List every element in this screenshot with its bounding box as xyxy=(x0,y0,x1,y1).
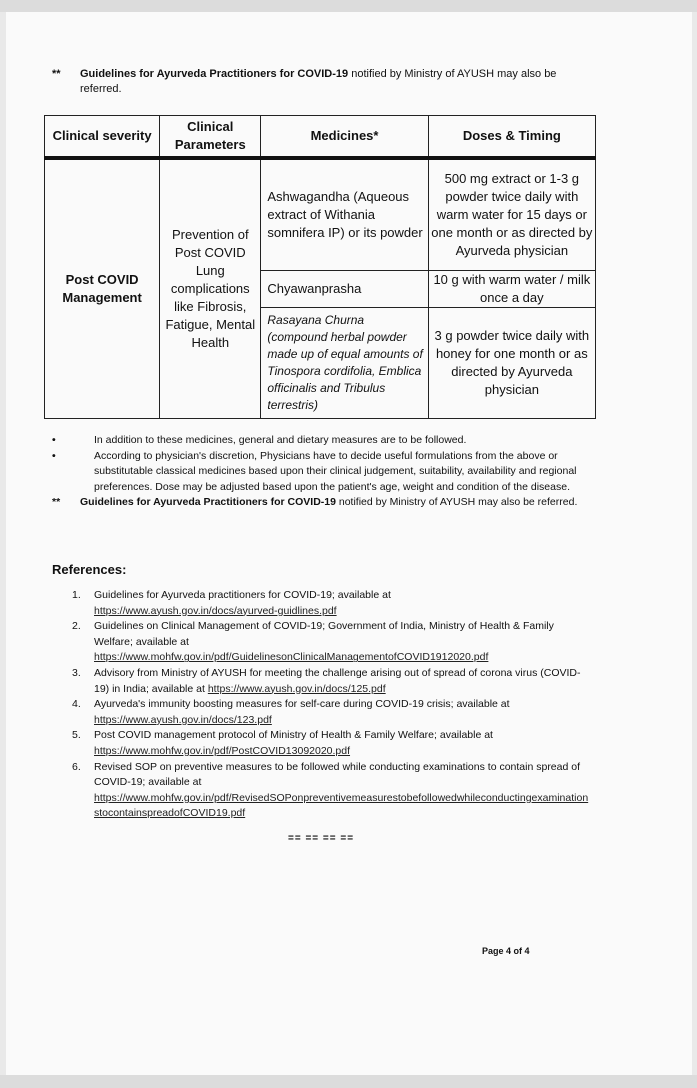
list-item xyxy=(52,449,592,496)
top-border xyxy=(0,0,697,12)
references-list xyxy=(72,588,592,822)
reference-number: 3. xyxy=(72,666,81,679)
bullet-text: In addition to these medicines, general and dietary measures are to be followed. xyxy=(94,434,467,446)
reference-item xyxy=(72,666,592,697)
top-note xyxy=(52,67,612,99)
dose-cell: 500 mg extract or 1-3 g powder twice daily with warm water for 15 days or one month or as directed by Ayurveda physician xyxy=(428,158,595,271)
medicine-cell: Ashwagandha (Aqueous extract of Withania somnifera IP) or its powder xyxy=(261,158,428,271)
note-mark: ** xyxy=(52,68,61,80)
reference-text: Post COVID management protocol of Ministry of Health & Family Welfare; available at xyxy=(94,729,493,742)
medicines-table xyxy=(44,115,596,419)
reference-text: Guidelines for Ayurveda practitioners for COVID-19; available at xyxy=(94,589,391,601)
reference-text: Ayurveda's immunity boosting measures for self-care during COVID-19 crisis; available at xyxy=(94,698,510,711)
bullet-mark: ** xyxy=(52,496,61,508)
bullet-bold-text: Guidelines for Ayurveda Practitioners for COVID-19 xyxy=(80,496,336,508)
end-separator: == == == == xyxy=(288,833,355,844)
table-header-row xyxy=(45,116,596,159)
bullet-mark: • xyxy=(52,449,56,462)
bullet-text: notified by Ministry of AYUSH may also be referred. xyxy=(335,496,578,508)
note-text: notified by Ministry of AYUSH may also be referred. xyxy=(80,68,557,95)
reference-text: Revised SOP on preventive measures to be followed while conducting examinations to contain spread of COVID-19; available at xyxy=(94,760,581,789)
medicine-cell: Rasayana Churna (compound herbal powder made up of equal amounts of Tinospora cordifolia, Emblica officinalis and Tribulus terrestris) xyxy=(261,308,428,419)
list-item xyxy=(52,433,592,449)
bullet-mark: • xyxy=(52,434,56,446)
page-number: Page 4 of 4 xyxy=(482,946,530,956)
note-bold-text: Guidelines for Ayurveda Practitioners for COVID-19 xyxy=(80,68,349,80)
reference-item xyxy=(72,760,592,822)
reference-text: Advisory from Ministry of AYUSH for meeting the challenge arising out of spread of corona virus (COVID-19) in India; available at xyxy=(94,666,581,695)
reference-number: 1. xyxy=(72,589,81,601)
header-doses-timing: Doses & Timing xyxy=(428,116,595,159)
reference-item xyxy=(72,619,592,666)
bullet-text: According to physician's discretion, Physicians have to decide useful formulations from the above or substitutable classical medicines based upon their clinical judgement, suitability, availability and regional preferences. Dose may be adjusted based upon the patient's age, weight and condition of the disease. xyxy=(94,449,577,493)
reference-link[interactable]: https://www.ayush.gov.in/docs/123.pdf xyxy=(94,713,272,726)
medicine-cell: Chyawanprasha xyxy=(261,271,428,308)
table-row xyxy=(45,158,596,271)
reference-item xyxy=(72,588,592,619)
reference-item xyxy=(72,697,592,728)
header-clinical-parameters: Clinical Parameters xyxy=(160,116,261,159)
reference-link[interactable]: https://www.ayush.gov.in/docs/ayurved-guidlines.pdf xyxy=(94,604,337,617)
reference-link[interactable]: https://www.mohfw.gov.in/pdf/PostCOVID13092020.pdf xyxy=(94,744,351,757)
severity-cell: Post COVID Management xyxy=(45,158,160,419)
reference-item xyxy=(72,728,592,759)
reference-number: 4. xyxy=(72,698,81,711)
dose-cell: 10 g with warm water / milk once a day xyxy=(428,271,595,308)
list-item xyxy=(52,495,592,511)
reference-text: Guidelines on Clinical Management of COVID-19; Government of India, Ministry of Health & Family Welfare; available at xyxy=(94,620,554,648)
reference-number: 5. xyxy=(72,729,81,742)
parameter-cell: Prevention of Post COVID Lung complications like Fibrosis, Fatigue, Mental Health xyxy=(160,158,261,419)
bullet-list xyxy=(52,433,592,511)
header-clinical-severity: Clinical severity xyxy=(45,116,160,159)
reference-link[interactable]: https://www.ayush.gov.in/docs/125.pdf xyxy=(207,682,386,695)
reference-link[interactable]: https://www.mohfw.gov.in/pdf/RevisedSOPonpreventivemeasurestobefollowedwhileconductingexaminationstocontainspreadofCOVID19.pdf xyxy=(94,791,589,820)
reference-number: 2. xyxy=(72,620,81,633)
references-heading: References: xyxy=(52,562,127,577)
bottom-border xyxy=(0,1075,697,1088)
header-medicines: Medicines* xyxy=(261,116,428,159)
dose-cell: 3 g powder twice daily with honey for one month or as directed by Ayurveda physician xyxy=(428,308,595,419)
reference-link[interactable]: https://www.mohfw.gov.in/pdf/GuidelinesonClinicalManagementofCOVID1912020.pdf xyxy=(94,651,489,664)
reference-number: 6. xyxy=(72,760,81,773)
